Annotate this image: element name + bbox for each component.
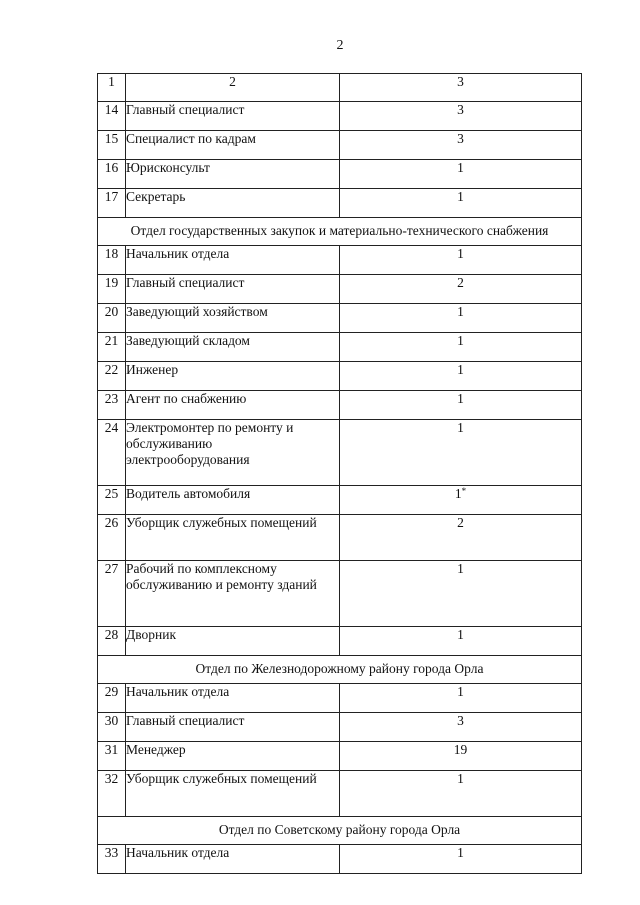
table-row <box>98 771 582 817</box>
footnote-mark: * <box>461 486 467 496</box>
position-name: Начальник отдела <box>126 246 340 275</box>
position-name: Секретарь <box>126 189 340 218</box>
position-name: Главный специалист <box>126 713 340 742</box>
row-number: 14 <box>98 102 126 131</box>
table-row <box>98 713 582 742</box>
position-name: Дворник <box>126 627 340 656</box>
row-number: 22 <box>98 362 126 391</box>
table-header-row <box>98 74 582 102</box>
header-col-2: 2 <box>126 74 340 102</box>
staff-count: 1 <box>340 420 582 486</box>
row-number: 16 <box>98 160 126 189</box>
position-name: Электромонтер по ремонту и обслуживанию электрооборудования <box>126 420 340 486</box>
staff-count: 1 <box>340 561 582 627</box>
section-row-zheleznodorozhny <box>98 656 582 684</box>
staff-count: 3 <box>340 102 582 131</box>
position-name: Инженер <box>126 362 340 391</box>
row-number: 31 <box>98 742 126 771</box>
staff-count: 2 <box>340 515 582 561</box>
position-name: Начальник отдела <box>126 845 340 874</box>
staff-count <box>340 486 582 515</box>
row-number: 24 <box>98 420 126 486</box>
staff-count: 2 <box>340 275 582 304</box>
table-row <box>98 845 582 874</box>
row-number: 30 <box>98 713 126 742</box>
row-number: 27 <box>98 561 126 627</box>
staff-count: 1 <box>340 304 582 333</box>
row-number: 23 <box>98 391 126 420</box>
table-row <box>98 420 582 486</box>
staff-count: 1 <box>340 160 582 189</box>
table-row <box>98 627 582 656</box>
staff-count: 1 <box>340 362 582 391</box>
position-name: Агент по снабжению <box>126 391 340 420</box>
section-title: Отдел государственных закупок и материально-технического снабжения <box>98 218 582 246</box>
staff-count: 1 <box>340 845 582 874</box>
row-number: 33 <box>98 845 126 874</box>
position-name: Заведующий складом <box>126 333 340 362</box>
staff-table <box>97 73 582 874</box>
row-number: 28 <box>98 627 126 656</box>
position-name: Рабочий по комплексному обслуживанию и ремонту зданий <box>126 561 340 627</box>
section-title: Отдел по Советскому району города Орла <box>98 817 582 845</box>
row-number: 26 <box>98 515 126 561</box>
row-number: 20 <box>98 304 126 333</box>
table-row <box>98 275 582 304</box>
section-title: Отдел по Железнодорожному району города Орла <box>98 656 582 684</box>
position-name: Специалист по кадрам <box>126 131 340 160</box>
table-row <box>98 333 582 362</box>
staff-count: 1 <box>340 627 582 656</box>
position-name: Водитель автомобиля <box>126 486 340 515</box>
staff-count: 1 <box>340 333 582 362</box>
table-row <box>98 362 582 391</box>
row-number: 25 <box>98 486 126 515</box>
row-number: 21 <box>98 333 126 362</box>
staff-count: 1 <box>340 771 582 817</box>
header-col-1: 1 <box>98 74 126 102</box>
table-row <box>98 391 582 420</box>
position-name: Главный специалист <box>126 102 340 131</box>
page-number: 2 <box>336 38 344 53</box>
position-name: Главный специалист <box>126 275 340 304</box>
row-number: 19 <box>98 275 126 304</box>
table-row <box>98 561 582 627</box>
row-number: 29 <box>98 684 126 713</box>
position-name: Уборщик служебных помещений <box>126 771 340 817</box>
staff-count: 1 <box>340 684 582 713</box>
staff-count: 19 <box>340 742 582 771</box>
table-row <box>98 189 582 218</box>
table-row <box>98 486 582 515</box>
position-name: Заведующий хозяйством <box>126 304 340 333</box>
staff-count: 1 <box>340 189 582 218</box>
staff-count: 1 <box>340 391 582 420</box>
header-col-3: 3 <box>340 74 582 102</box>
section-row-sovetsky <box>98 817 582 845</box>
row-number: 17 <box>98 189 126 218</box>
staff-count: 3 <box>340 131 582 160</box>
section-row-procurement <box>98 218 582 246</box>
staff-count-value: 1 <box>454 486 462 501</box>
position-name: Юрисконсульт <box>126 160 340 189</box>
staff-count: 3 <box>340 713 582 742</box>
row-number: 32 <box>98 771 126 817</box>
table-row <box>98 102 582 131</box>
table-row <box>98 684 582 713</box>
position-name: Уборщик служебных помещений <box>126 515 340 561</box>
table-row <box>98 131 582 160</box>
table-row <box>98 515 582 561</box>
position-name: Начальник отдела <box>126 684 340 713</box>
table-row <box>98 160 582 189</box>
table-row <box>98 246 582 275</box>
row-number: 15 <box>98 131 126 160</box>
row-number: 18 <box>98 246 126 275</box>
staff-count: 1 <box>340 246 582 275</box>
table-row <box>98 304 582 333</box>
table-row <box>98 742 582 771</box>
position-name: Менеджер <box>126 742 340 771</box>
